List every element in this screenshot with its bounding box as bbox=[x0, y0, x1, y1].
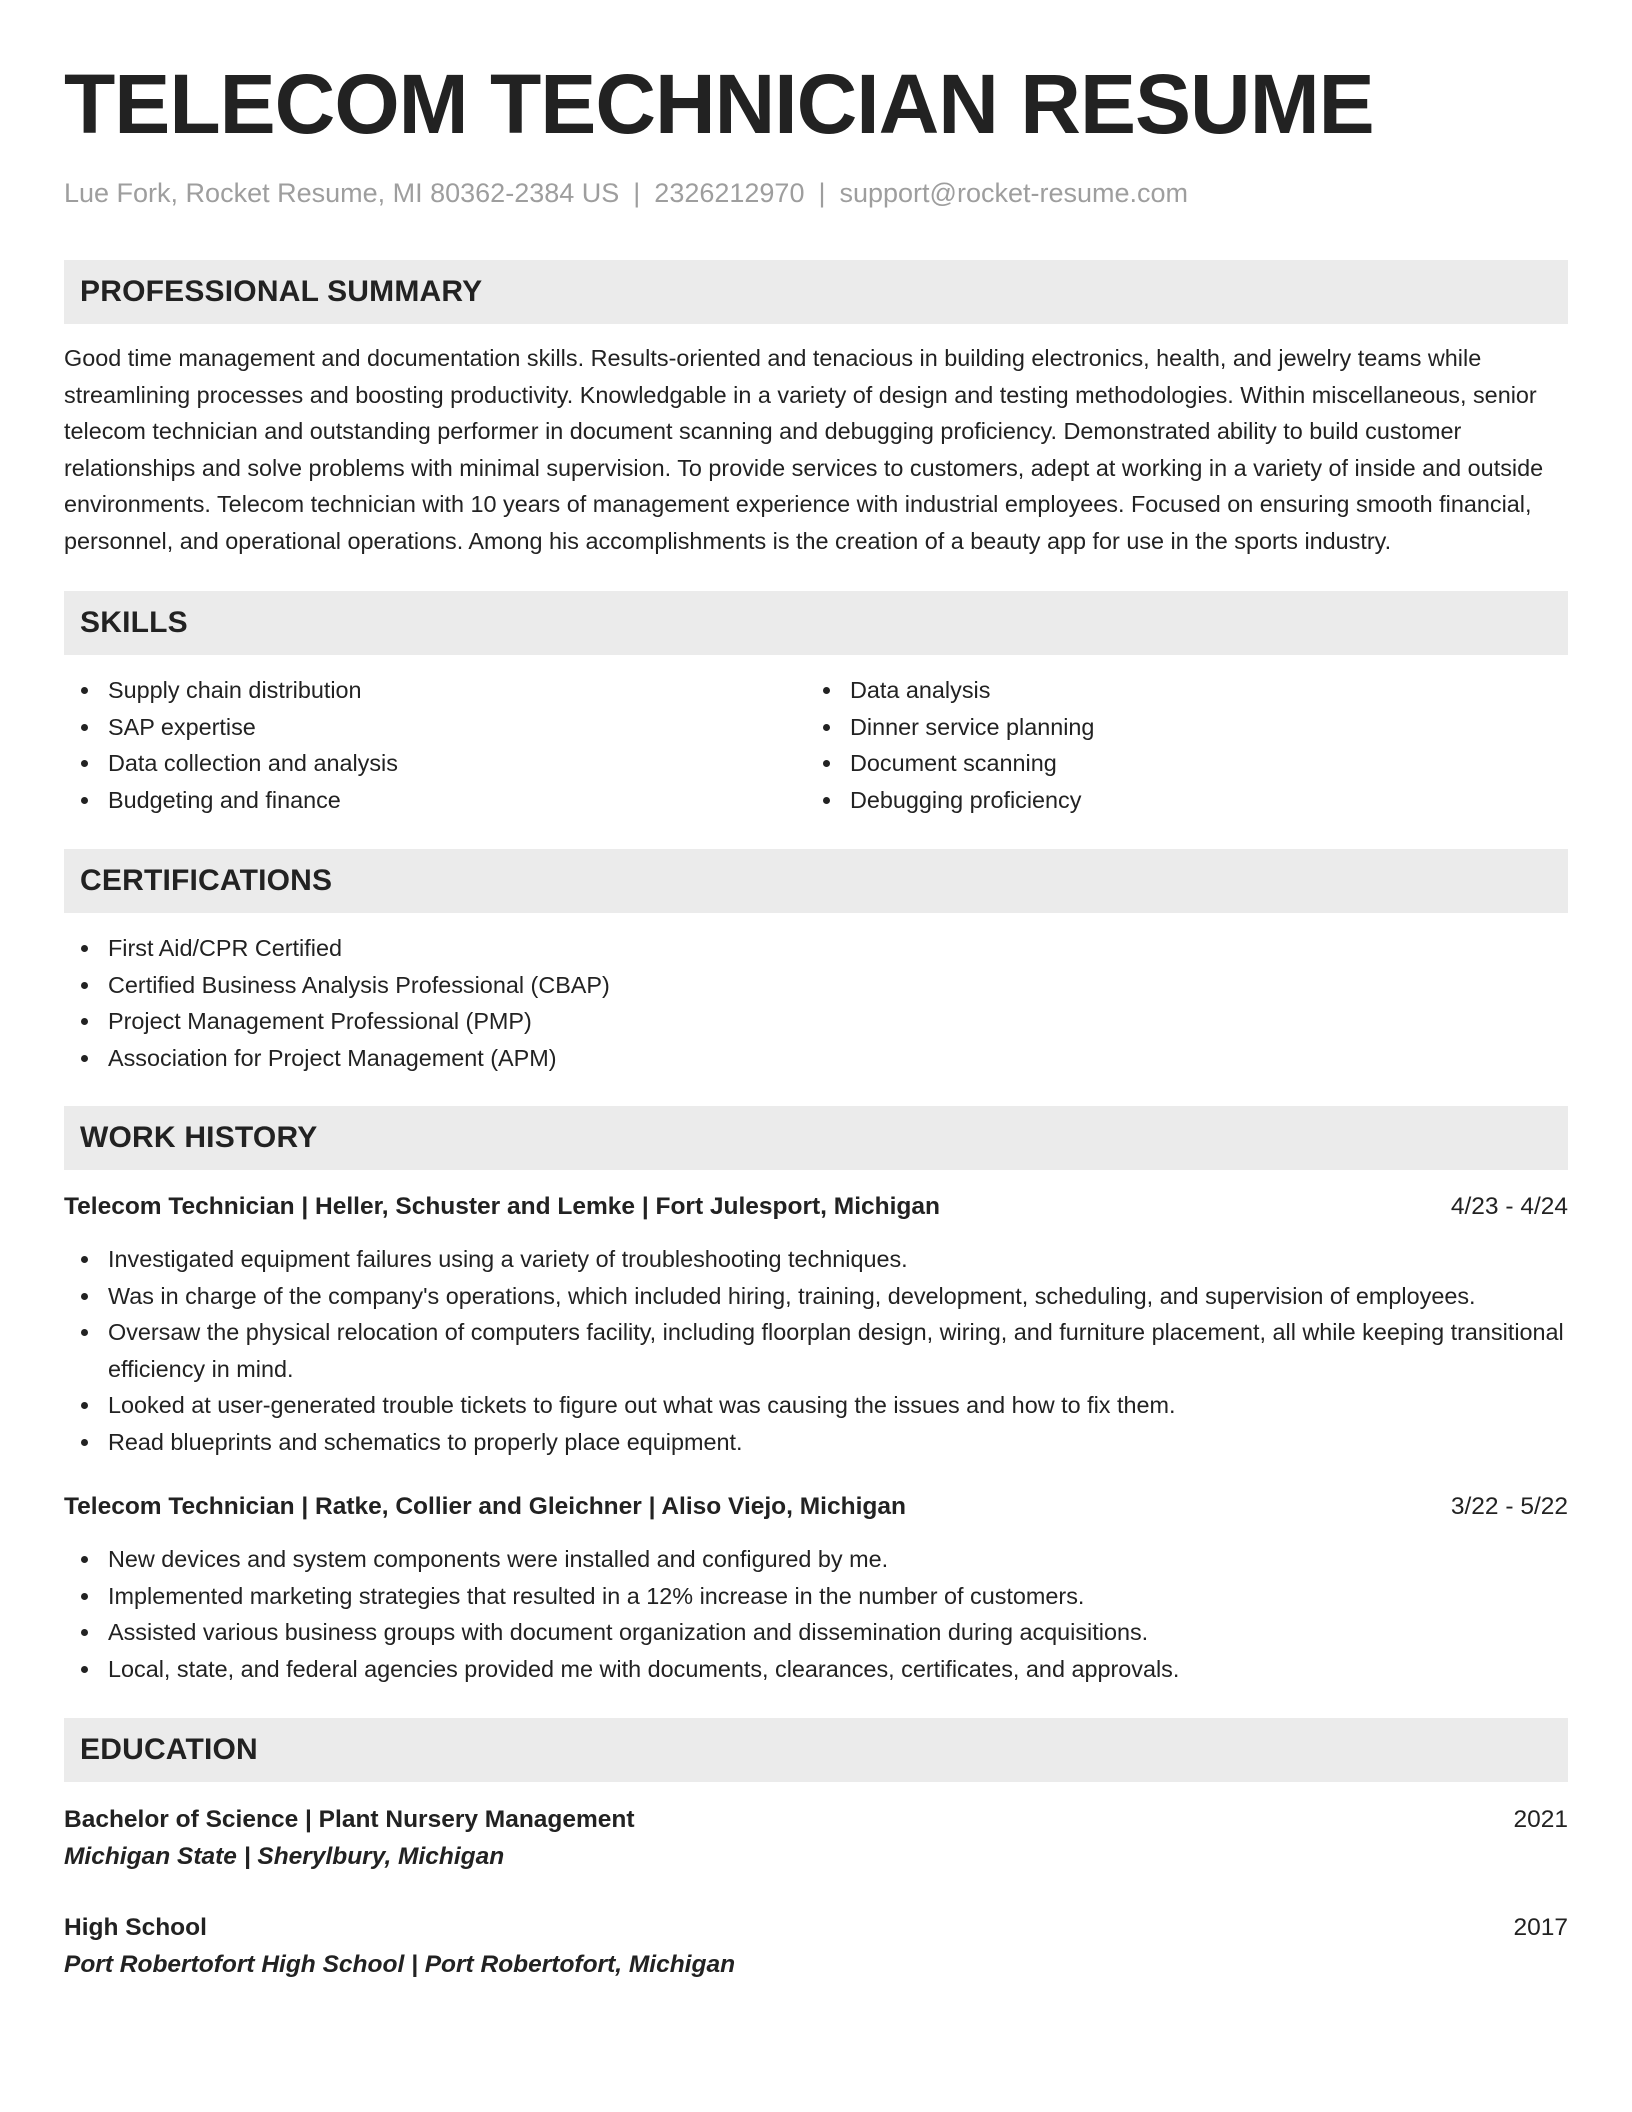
job-dates: 4/23 - 4/24 bbox=[1450, 1193, 1568, 1220]
job-bullet-list bbox=[64, 1241, 1568, 1460]
job-bullet: Assisted various business groups with document organization and dissemination during acquisitions. bbox=[64, 1614, 1568, 1651]
job-bullet: Local, state, and federal agencies provided me with documents, clearances, certificates, and approvals. bbox=[64, 1651, 1568, 1688]
skill-item: Budgeting and finance bbox=[64, 782, 806, 819]
section-title-education: EDUCATION bbox=[80, 1733, 258, 1766]
skill-item: Dinner service planning bbox=[806, 709, 1548, 746]
skills-grid bbox=[64, 672, 1568, 818]
skill-item: Debugging proficiency bbox=[806, 782, 1548, 819]
job-bullet: Oversaw the physical relocation of computers facility, including floorplan design, wiring, and furniture placement, all while keeping transitional efficiency in mind. bbox=[64, 1314, 1568, 1387]
section-title-summary: PROFESSIONAL SUMMARY bbox=[80, 275, 483, 308]
skill-item: Supply chain distribution bbox=[64, 672, 806, 709]
job-bullet: Implemented marketing strategies that resulted in a 12% increase in the number of customers. bbox=[64, 1578, 1568, 1615]
section-header-skills bbox=[64, 591, 1568, 655]
job-header bbox=[64, 1490, 1568, 1524]
job-header bbox=[64, 1190, 1568, 1224]
education-school: Port Robertofort High School | Port Robertofort, Michigan bbox=[64, 1951, 736, 1978]
certification-item: First Aid/CPR Certified bbox=[64, 930, 1568, 967]
summary-text: Good time management and documentation skills. Results-oriented and tenacious in building electronics, health, and jewelry teams while streamlining processes and boosting productivity. Knowledgable in a variety of design and testing methodologies. Within miscellaneous, senior telecom technician and outstanding performer in document scanning and debugging proficiency. Demonstrated ability to build customer relationships and solve problems with minimal supervision. To provide services to customers, adept at working in a variety of inside and outside environments. Telecom technician with 10 years of management experience with industrial employees. Focused on ensuring smooth financial, personnel, and operational operations. Among his accomplishments is the creation of a beauty app for use in the sports industry. bbox=[64, 345, 1544, 554]
education-school: Michigan State | Sherylbury, Michigan bbox=[64, 1843, 505, 1870]
contact-email: support@rocket-resume.com bbox=[839, 178, 1189, 208]
skill-item: Data collection and analysis bbox=[64, 745, 806, 782]
section-header-summary bbox=[64, 260, 1568, 324]
job-bullet: New devices and system components were installed and configured by me. bbox=[64, 1541, 1568, 1578]
job-bullet: Looked at user-generated trouble tickets to figure out what was causing the issues and how to fix them. bbox=[64, 1387, 1568, 1424]
job-bullet: Read blueprints and schematics to properly place equipment. bbox=[64, 1424, 1568, 1461]
section-header-work-history bbox=[64, 1106, 1568, 1170]
job-bullet-list bbox=[64, 1541, 1568, 1687]
skills-list-left bbox=[64, 672, 806, 818]
contact-address: Lue Fork, Rocket Resume, MI 80362-2384 US bbox=[64, 178, 620, 208]
certification-item: Project Management Professional (PMP) bbox=[64, 1003, 1568, 1040]
section-title-certifications: CERTIFICATIONS bbox=[80, 864, 333, 897]
contact-line bbox=[64, 176, 1568, 210]
education-degree: High School bbox=[64, 1914, 207, 1941]
job-dates: 3/22 - 5/22 bbox=[1450, 1493, 1568, 1520]
education-year: 2021 bbox=[1513, 1806, 1568, 1833]
contact-separator: | bbox=[633, 178, 641, 208]
skill-item: SAP expertise bbox=[64, 709, 806, 746]
section-title-work-history: WORK HISTORY bbox=[80, 1121, 318, 1154]
section-header-education bbox=[64, 1718, 1568, 1782]
skill-item: Document scanning bbox=[806, 745, 1548, 782]
contact-separator: | bbox=[818, 178, 826, 208]
job-bullet: Investigated equipment failures using a variety of troubleshooting techniques. bbox=[64, 1241, 1568, 1278]
job-title: Telecom Technician | Heller, Schuster and Lemke | Fort Julesport, Michigan bbox=[64, 1193, 940, 1220]
certifications-list bbox=[64, 930, 1568, 1076]
skill-item: Data analysis bbox=[806, 672, 1548, 709]
skills-list-right bbox=[806, 672, 1548, 818]
education-year: 2017 bbox=[1513, 1914, 1568, 1941]
resume-title: TELECOM TECHNICIAN RESUME bbox=[64, 57, 1374, 151]
section-header-certifications bbox=[64, 849, 1568, 913]
section-title-skills: SKILLS bbox=[80, 606, 188, 639]
certification-item: Association for Project Management (APM) bbox=[64, 1040, 1568, 1077]
education-degree: Bachelor of Science | Plant Nursery Management bbox=[64, 1806, 635, 1833]
education-entry bbox=[64, 1910, 1568, 1946]
education-entry bbox=[64, 1802, 1568, 1838]
certification-item: Certified Business Analysis Professional (CBAP) bbox=[64, 967, 1568, 1004]
contact-phone: 2326212970 bbox=[654, 178, 805, 208]
job-bullet: Was in charge of the company's operations, which included hiring, training, development, scheduling, and supervision of employees. bbox=[64, 1278, 1568, 1315]
job-title: Telecom Technician | Ratke, Collier and Gleichner | Aliso Viejo, Michigan bbox=[64, 1493, 906, 1520]
